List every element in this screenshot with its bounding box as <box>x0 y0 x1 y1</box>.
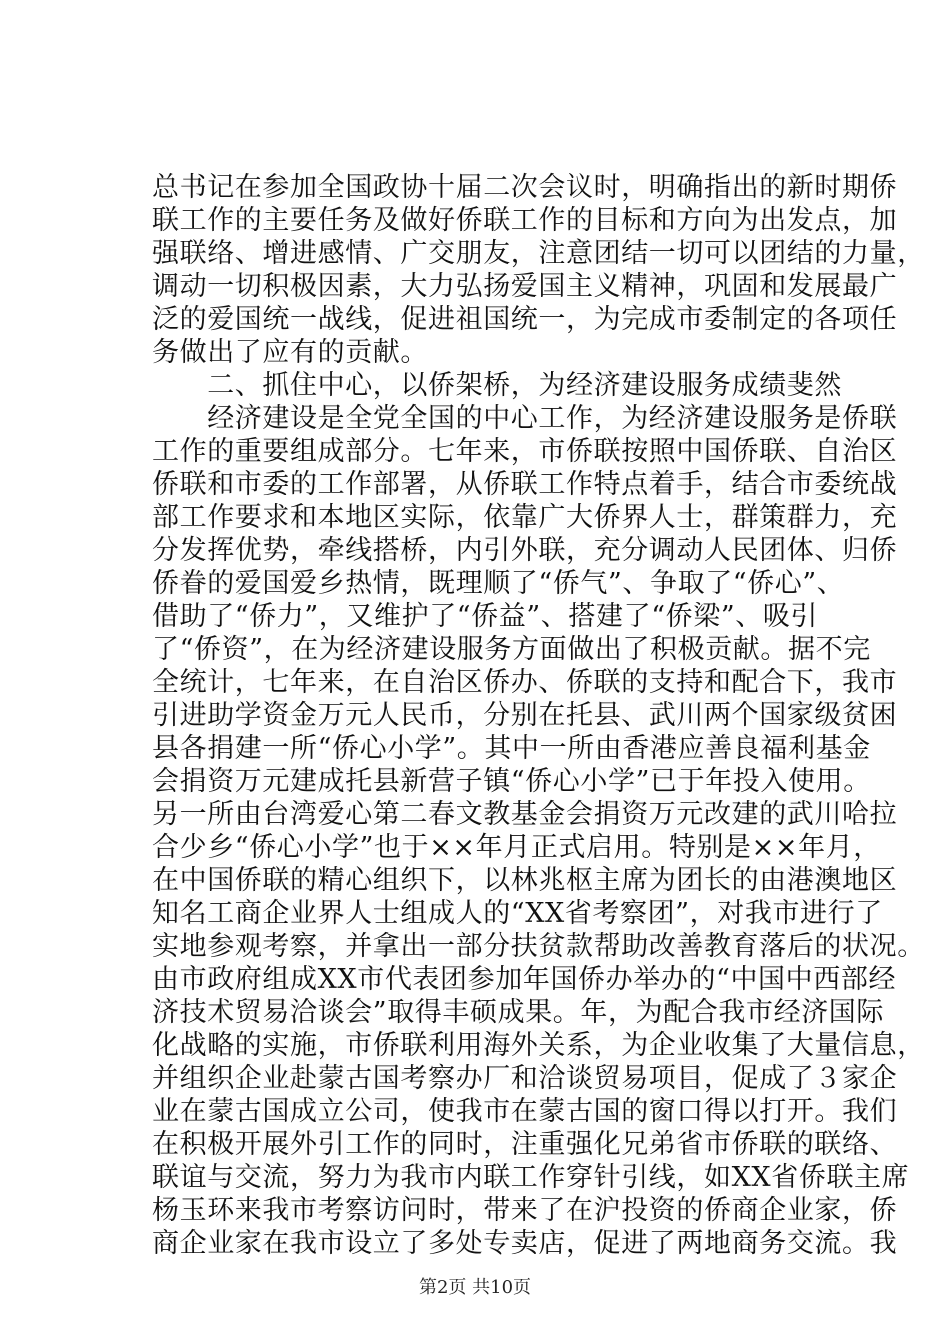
text-line: 实地参观考察，并拿出一部分扶贫款帮助改善教育落后的状况。 <box>152 931 925 962</box>
text-line: 调动一切积极因素，大力弘扬爱国主义精神，巩固和发展最广 <box>152 271 898 302</box>
text-line: 经济建设是全党全国的中心工作，为经济建设服务是侨联 <box>152 403 898 434</box>
text-line: 商企业家在我市设立了多处专卖店，促进了两地商务交流。我 <box>152 1228 898 1259</box>
text-line: 强联络、增进感情、广交朋友，注意团结一切可以团结的力量， <box>152 238 925 269</box>
text-line: 化战略的实施，市侨联利用海外关系，为企业收集了大量信息， <box>152 1030 925 1061</box>
text-line: 会捐资万元建成托县新营子镇“侨心小学”已于年投入使用。 <box>152 766 871 797</box>
text-line: 杨玉环来我市考察访问时，带来了在沪投资的侨商企业家，侨 <box>152 1195 898 1226</box>
text-line: 工作的重要组成部分。七年来，市侨联按照中国侨联、自治区 <box>152 436 898 467</box>
text-line: 侨眷的爱国爱乡热情，既理顺了“侨气”、争取了“侨心”、 <box>152 568 845 599</box>
text-line: 引进助学资金万元人民币，分别在托县、武川两个国家级贫困 <box>152 700 898 731</box>
text-line: 在积极开展外引工作的同时，注重强化兄弟省市侨联的联络、 <box>152 1129 898 1160</box>
text-line: 另一所由台湾爱心第二春文教基金会捐资万元改建的武川哈拉 <box>152 799 898 830</box>
text-line: 借助了“侨力”，又维护了“侨益”、搭建了“侨梁”、吸引 <box>152 601 819 632</box>
text-line: 部工作要求和本地区实际，依靠广大侨界人士，群策群力，充 <box>152 502 898 533</box>
text-line: 县各捐建一所“侨心小学”。其中一所由香港应善良福利基金 <box>152 733 871 764</box>
text-line: 知名工商企业界人士组成人的“XX省考察团”，对我市进行了 <box>152 898 883 929</box>
text-line: 全统计，七年来，在自治区侨办、侨联的支持和配合下，我市 <box>152 667 898 698</box>
page-footer: 第2页 共10页 <box>418 1277 532 1298</box>
text-line: 在中国侨联的精心组织下，以林兆枢主席为团长的由港澳地区 <box>152 865 898 896</box>
text-line: 由市政府组成XX市代表团参加年国侨办举办的“中国中西部经 <box>152 964 897 995</box>
text-line: 济技术贸易洽谈会”取得丰硕成果。年，为配合我市经济国际 <box>152 997 885 1028</box>
text-line: 务做出了应有的贡献。 <box>152 337 428 368</box>
text-line: 并组织企业赴蒙古国考察办厂和洽谈贸易项目，促成了３家企 <box>152 1063 898 1094</box>
text-line: 总书记在参加全国政协十届二次会议时，明确指出的新时期侨 <box>152 172 898 203</box>
text-line: 了“侨资”，在为经济建设服务方面做出了积极贡献。据不完 <box>152 634 871 665</box>
text-line: 泛的爱国统一战线，促进祖国统一，为完成市委制定的各项任 <box>152 304 898 335</box>
text-line: 联谊与交流，努力为我市内联工作穿针引线，如XX省侨联主席 <box>152 1162 910 1193</box>
text-line: 合少乡“侨心小学”也于××年月正式启用。特别是××年月， <box>152 832 881 863</box>
text-line: 分发挥优势，牵线搭桥，内引外联，充分调动人民团体、归侨 <box>152 535 898 566</box>
text-line: 联工作的主要任务及做好侨联工作的目标和方向为出发点，加 <box>152 205 898 236</box>
section-heading: 二、抓住中心，以侨架桥，为经济建设服务成绩斐然 <box>152 370 842 401</box>
text-line: 侨联和市委的工作部署，从侨联工作特点着手，结合市委统战 <box>152 469 898 500</box>
text-line: 业在蒙古国成立公司，使我市在蒙古国的窗口得以打开。我们 <box>152 1096 898 1127</box>
